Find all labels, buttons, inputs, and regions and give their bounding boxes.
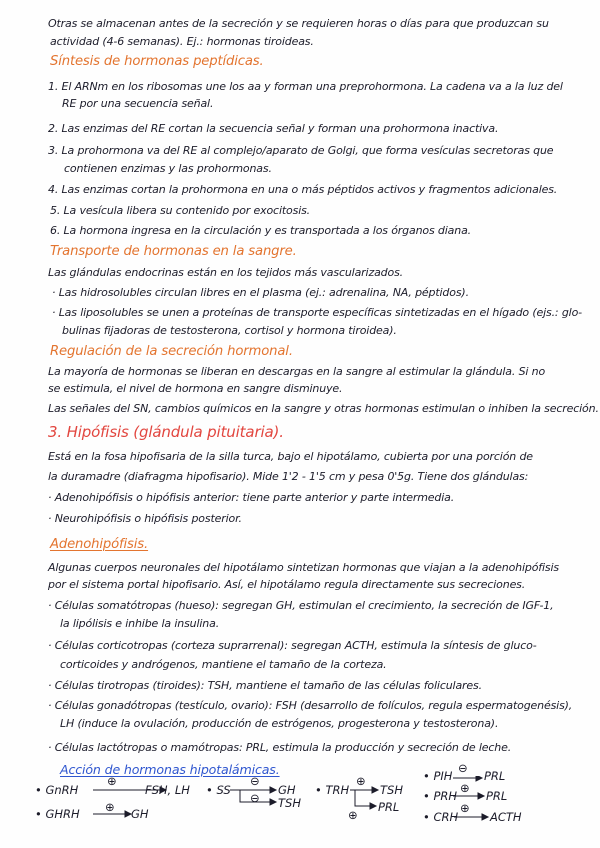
label-tsh-1: TSH [278,796,301,810]
plus-crh: ⊕ [460,801,470,815]
label-trh: • TRH [315,783,350,797]
adeno-corticotropas-a: · Células corticotropas (corteza suprarrenal): segregan ACTH, estimula la síntesis de gluco- [48,639,537,652]
label-prl-1: PRL [378,800,400,814]
synthesis-step-1a: 1. El ARNm en los ribosomas une los aa y forman una preprohormona. La cadena va a la luz del [48,80,563,93]
hypophysis-bullet-1: · Adenohipófisis o hipófisis anterior: tiene parte anterior y parte intermedia. [48,491,455,504]
adeno-gonadotropas-b: LH (induce la ovulación, producción de estrógenos, progesterona y testosterona). [60,717,499,730]
hypophysis-heading: 3. Hipófisis (glándula pituitaria). [48,423,284,441]
adeno-lactotropas: · Células lactótropas o mamótropas: PRL, estimula la producción y secreción de leche. [48,741,512,754]
synthesis-step-2: 2. Las enzimas del RE cortan la secuencia señal y forman una prohormona inactiva. [48,122,499,135]
adeno-gonadotropas-a: · Células gonadótropas (testículo, ovario): FSH (desarrollo de folículos, regula espermatogenésis), [48,699,573,712]
adeno-tirotropas: · Células tirotropas (tiroides): TSH, mantiene el tamaño de las células foliculares. [48,679,482,692]
minus-ss-gh: ⊖ [250,774,260,788]
adeno-somatotropas-a: · Células somatótropas (hueso): segregan GH, estimulan el crecimiento, la secreción de IGF-1, [48,599,554,612]
plus-trh-prl: ⊕ [348,808,358,822]
label-acth: ACTH [490,810,522,824]
label-gh-1: GH [131,807,149,821]
label-prl-2: PRL [484,769,506,783]
transport-heading: Transporte de hormonas en la sangre. [50,244,297,259]
label-pih: • PIH [423,769,453,783]
label-tsh-2: TSH [380,783,403,797]
hypophysis-bullet-2: · Neurohipófisis o hipófisis posterior. [48,512,242,525]
diagram-heading: Acción de hormonas hipotalámicas. [60,762,280,777]
label-crh: • CRH [423,810,459,824]
minus-pih: ⊖ [458,761,468,775]
hypophysis-line-1: Está en la fosa hipofisaria de la silla turca, bajo el hipotálamo, cubierta por una porción de [48,450,533,463]
label-prh: • PRH [423,789,458,803]
transport-bullet-2b: bulinas fijadoras de testosterona, cortisol y hormona tiroidea). [62,324,397,337]
adeno-line-2: por el sistema portal hipofisario. Así, el hipotálamo regula directamente sus secreciones. [48,578,526,591]
transport-bullet-2a: · Las liposolubles se unen a proteínas de transporte específicas sintetizadas en el hígado (ejs.: glo- [52,306,582,319]
label-ghrh: • GHRH [35,807,80,821]
plus-prh: ⊕ [460,781,470,795]
regulation-line-3: Las señales del SN, cambios químicos en la sangre y otras hormonas estimulan o inhiben la secreción. [48,402,599,415]
arrowhead-pih [476,776,482,781]
regulation-line-1: La mayoría de hormonas se liberan en descargas en la sangre al estimular la glándula. Si no [48,365,546,378]
transport-bullet-1: · Las hidrosolubles circulan libres en el plasma (ej.: adrenalina, NA, péptidos). [52,286,469,299]
synthesis-heading: Síntesis de hormonas peptídicas. [50,54,264,69]
adeno-line-1: Algunas cuerpos neuronales del hipotálamo sintetizan hormonas que viajan a la adenohipófisis [48,561,559,574]
adeno-somatotropas-b: la lipólisis e inhibe la insulina. [60,617,220,630]
minus-ss-tsh: ⊖ [250,791,260,805]
plus-gnrh: ⊕ [107,774,117,788]
adeno-heading: Adenohipófisis. [50,537,149,552]
hypophysis-line-2: la duramadre (diafragma hipofisario). Mide 1'2 - 1'5 cm y pesa 0'5g. Tiene dos glándulas: [48,470,529,483]
arrowhead-ss-gh [270,787,276,793]
regulation-heading: Regulación de la secreción hormonal. [50,344,293,359]
plus-ghrh: ⊕ [105,800,115,814]
label-fsh-lh: FSH, LH [145,783,190,797]
synthesis-step-1b: RE por una secuencia señal. [62,97,214,110]
intro-line-1: Otras se almacenan antes de la secreción y se requieren horas o días para que produzcan su [48,17,549,30]
transport-line-1: Las glándulas endocrinas están en los tejidos más vascularizados. [48,266,404,279]
synthesis-step-6: 6. La hormona ingresa en la circulación y es transportada a los órganos diana. [50,224,472,237]
adeno-corticotropas-b: corticoides y andrógenos, mantiene el tamaño de la corteza. [60,658,387,671]
label-prl-3: PRL [486,789,508,803]
intro-line-2: actividad (4-6 semanas). Ej.: hormonas tiroideas. [50,35,314,48]
arrowhead-trh-prl [370,803,376,809]
label-gh-2: GH [278,783,296,797]
synthesis-step-5: 5. La vesícula libera su contenido por exocitosis. [50,204,311,217]
arrowhead-prh [478,793,484,799]
arrowhead-ss-tsh [270,799,276,805]
synthesis-step-3a: 3. La prohormona va del RE al complejo/aparato de Golgi, que forma vesículas secretoras que [48,144,554,157]
label-ss: • SS [206,783,231,797]
synthesis-step-3b: contienen enzimas y las prohormonas. [64,162,272,175]
arrowhead-crh [482,814,488,820]
plus-trh-tsh: ⊕ [356,774,366,788]
synthesis-step-4: 4. Las enzimas cortan la prohormona en una o más péptidos activos y fragmentos adicionales. [48,183,558,196]
arrow-trh-prl [355,790,370,806]
arrowhead-trh-tsh [372,787,378,793]
label-gnrh: • GnRH [35,783,79,797]
regulation-line-2: se estimula, el nivel de hormona en sangre disminuye. [48,382,343,395]
